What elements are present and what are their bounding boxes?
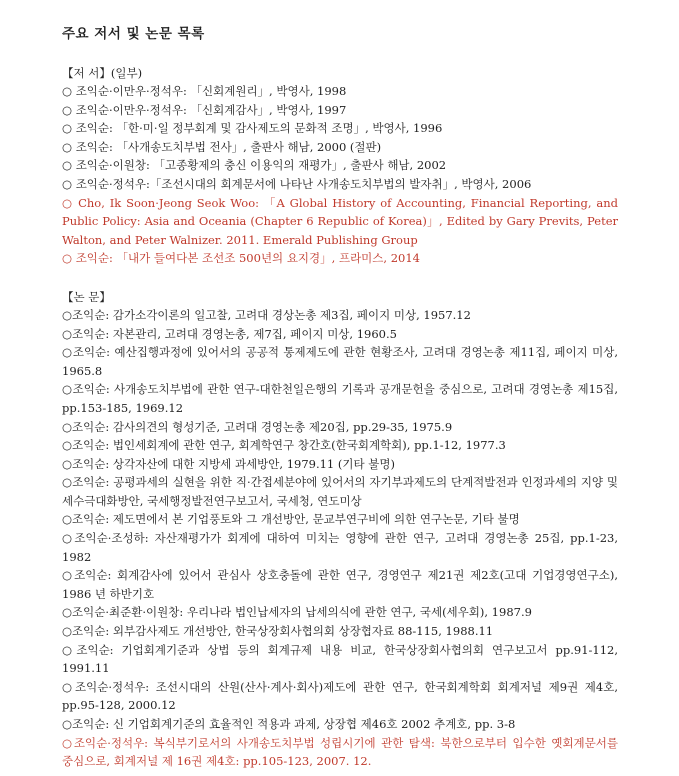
books-list: [62, 82, 618, 268]
spacer: [62, 44, 618, 64]
paper-entry: ○조익순: 신 기업회계기준의 효율적인 적용과 과제, 상장협 제46호 2002 추계호, pp. 3-8: [62, 717, 516, 731]
book-entry: ○ 조익순: 「내가 들여다본 조선조 500년의 요지경」, 프라미스, 2014: [62, 251, 420, 266]
book-entry: ○ 조익순: 「사개송도치부법 전사」, 출판사 해남, 2000 (절판): [62, 139, 382, 154]
paper-entry: ○조익순: 상각자산에 대한 지방세 과세방안, 1979.11 (기타 불명): [62, 456, 395, 471]
paper-entry: ○조익순: 법인세회계에 관한 연구, 회계학연구 창간호(한국회계학회), pp.1-12, 1977.3: [62, 438, 506, 453]
book-entry: ○ 조익순·이만우·정석우: 「신회계원리」, 박영사, 1998: [62, 84, 347, 98]
paper-entry: ○조익순: 예산집행과정에 있어서의 공공적 통제제도에 관한 현황조사, 고려대 경영논총 제11집, 페이지 미상, 1965.8: [62, 345, 618, 378]
paper-entry: ○조익순: 감사의견의 형성기준, 고려대 경영논총 제20집, pp.29-35, 1975.9: [62, 419, 453, 434]
paper-entry: ○조익순·최준환·이원창: 우리나라 법인납세자의 납세의식에 관한 연구, 국세(세우회), 1987.9: [62, 605, 532, 620]
papers-list: [62, 306, 618, 771]
book-entry: ○ 조익순·정석우:「조선시대의 회계문서에 나타난 사개송도치부법의 발자취」, 박영사, 2006: [62, 176, 532, 191]
paper-entry: ○조익순: 자본관리, 고려대 경영논총, 제7집, 페이지 미상, 1960.5: [62, 326, 397, 341]
spacer: [62, 268, 618, 288]
page-title: 주요 저서 및 논문 목록: [62, 26, 205, 42]
paper-entry: ○조익순·정석우: 조선시대의 산원(산사·계사·회사)제도에 관한 연구, 한국회계학회 회계저널 제9권 제4호, pp.95-128, 2000.12: [62, 679, 618, 713]
paper-entry: ○조익순: 사개송도치부법에 관한 연구-대한천일은행의 기록과 공개문헌을 중심으로, 고려대 경영논총 제15집, pp.153-185, 1969.12: [62, 382, 618, 415]
book-entry: ○ 조익순·이원창: 「고종황제의 충신 이용익의 재평가」, 출판사 해남, 2002: [62, 158, 447, 173]
paper-entry: ○조익순: 회계감사에 있어서 관심사 상호충돌에 관한 연구, 경영연구 제21권 제2호(고대 기업경영연구소), 1986 년 하반기호: [62, 568, 618, 601]
paper-entry: ○조익순: 외부감사제도 개선방안, 한국상장회사협의회 상장협자료 88-115, 1988.11: [62, 624, 494, 639]
paper-entry: ○조익순: 기업회계기준과 상법 등의 회계규제 내용 비교, 한국상장회사협의회 연구보고서 pp.91-112, 1991.11: [62, 642, 618, 676]
books-section: [62, 64, 618, 268]
book-entry: ○ Cho, Ik Soon·Jeong Seok Woo: 「A Global History of Accounting, Financial Reporting, and Public Policy: Asia and Oceania (Chapter 6 Republic of Korea)」, Edited by Gary Previts, Peter Walton, and Peter Walnizer. 2011. Emerald Publishing Group: [62, 195, 618, 247]
books-heading: 【저 서】(일부): [62, 66, 143, 80]
paper-entry: ○조익순: 제도면에서 본 기업풍토와 그 개선방안, 문교부연구비에 의한 연구논문, 기타 불명: [62, 512, 520, 527]
paper-entry: ○조익순·정석우: 복식부기로서의 사개송도치부법 성립시기에 관한 탐색: 북한으로부터 입수한 옛회계문서를 중심으로, 회계저널 제 16권 제4호: pp.105-123, 2007. 12.: [62, 735, 618, 769]
papers-section: [62, 288, 618, 771]
papers-heading: 【논 문】: [62, 289, 111, 304]
paper-entry: ○조익순·조성하: 자산재평가가 회계에 대하여 미치는 영향에 관한 연구, 고려대 경영논총 25집, pp.1-23, 1982: [62, 531, 618, 564]
book-entry: ○ 조익순·이만우·정석우: 「신회계감사」, 박영사, 1997: [62, 102, 347, 117]
paper-entry: ○조익순: 감가소각이론의 일고찰, 고려대 경상논총 제3집, 페이지 미상, 1957.12: [62, 307, 471, 322]
book-entry: ○ 조익순: 「한·미·일 정부회계 및 감사제도의 문화적 조명」, 박영사, 1996: [62, 121, 443, 136]
document-page: [62, 24, 618, 771]
paper-entry: ○조익순: 공평과세의 실현을 위한 직·간접세분야에 있어서의 자기부과제도의 단계적발전과 인정과세의 지양 및 세수극대화방안, 국세행정발전연구보고서, 국세청, 연도미상: [62, 475, 618, 508]
